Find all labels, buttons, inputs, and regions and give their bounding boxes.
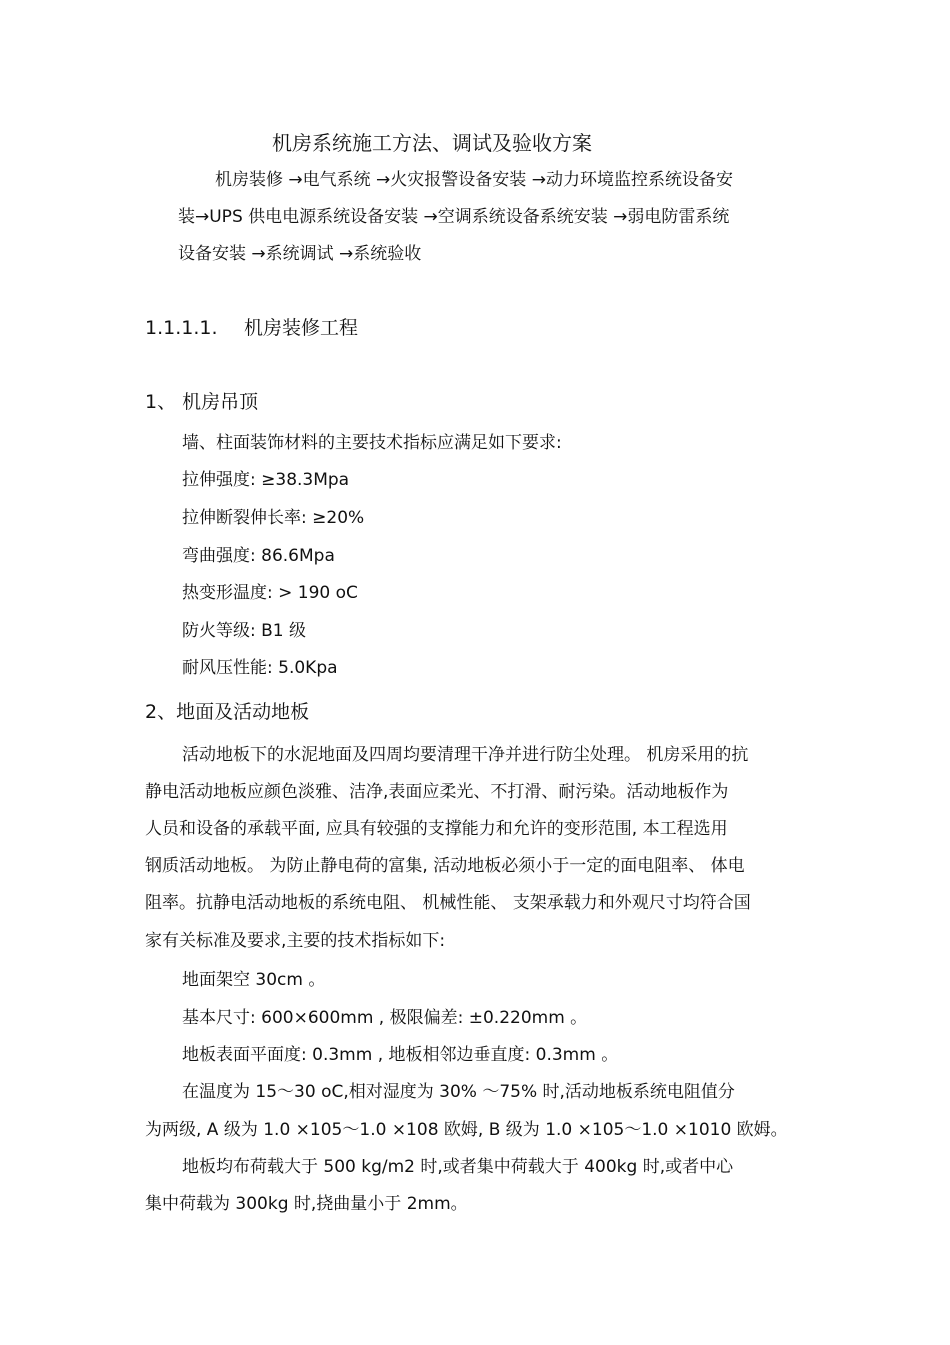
floor-spec-raised-height: 地面架空 30cm 。 — [182, 970, 326, 990]
ceiling-spec-fire-rating: 防火等级: B1 级 — [182, 621, 307, 641]
flow-line-2: 装→UPS 供电电源系统设备安装 →空调系统设备系统安装 →弱电防雷系统 — [178, 207, 730, 227]
floor-paragraph-line-4: 钢质活动地板。 为防止静电荷的富集, 活动地板必须小于一定的面电阻率、 体电 — [145, 856, 745, 876]
ceiling-spec-elongation: 拉伸断裂伸长率: ≥20% — [182, 508, 365, 528]
floor-paragraph-line-5: 阻率。抗静电活动地板的系统电阻、 机械性能、 支架承载力和外观尺寸均符合国 — [145, 893, 751, 913]
page-title: 机房系统施工方法、调试及验收方案 — [272, 131, 592, 155]
floor-paragraph-line-3: 人员和设备的承载平面, 应具有较强的支撑能力和允许的变形范围, 本工程选用 — [145, 819, 728, 839]
floor-spec-flatness: 地板表面平面度: 0.3mm , 地板相邻边垂直度: 0.3mm 。 — [182, 1045, 619, 1065]
flow-line-3: 设备安装 →系统调试 →系统验收 — [178, 244, 422, 264]
ceiling-spec-wind-pressure: 耐风压性能: 5.0Kpa — [182, 658, 338, 678]
floor-spec-size: 基本尺寸: 600×600mm , 极限偏差: ±0.220mm 。 — [182, 1008, 588, 1028]
floor-resistance-line-2: 为两级, A 级为 1.0 ×105～1.0 ×108 欧姆, B 级为 1.0 ×105～1.0 ×1010 欧姆。 — [145, 1120, 788, 1140]
subsection-heading-ceiling: 1、 机房吊顶 — [145, 391, 259, 413]
floor-resistance-line-1: 在温度为 15～30 oC,相对湿度为 30% ～75% 时,活动地板系统电阻值分 — [182, 1082, 735, 1102]
flow-line-1: 机房装修 →电气系统 →火灾报警设备安装 →动力环境监控系统设备安 — [215, 170, 733, 190]
ceiling-spec-tensile: 拉伸强度: ≥38.3Mpa — [182, 470, 350, 490]
floor-load-line-1: 地板均布荷载大于 500 kg/m2 时,或者集中荷载大于 400kg 时,或者中心 — [182, 1157, 734, 1177]
ceiling-spec-flexural: 弯曲强度: 86.6Mpa — [182, 546, 335, 566]
floor-paragraph-line-2: 静电活动地板应颜色淡雅、洁净,表面应柔光、不打滑、耐污染。活动地板作为 — [145, 782, 729, 802]
ceiling-intro: 墙、柱面装饰材料的主要技术指标应满足如下要求: — [182, 433, 562, 453]
section-title: 机房装修工程 — [244, 317, 359, 339]
floor-load-line-2: 集中荷载为 300kg 时,挠曲量小于 2mm。 — [145, 1194, 468, 1214]
ceiling-spec-heat-deflection: 热变形温度: > 190 oC — [182, 583, 358, 603]
subsection-heading-floor: 2、地面及活动地板 — [145, 701, 310, 723]
floor-paragraph-line-6: 家有关标准及要求,主要的技术指标如下: — [145, 931, 446, 951]
floor-paragraph-line-1: 活动地板下的水泥地面及四周均要清理干净并进行防尘处理。 机房采用的抗 — [182, 745, 749, 765]
section-number: 1.1.1.1. — [145, 317, 218, 339]
